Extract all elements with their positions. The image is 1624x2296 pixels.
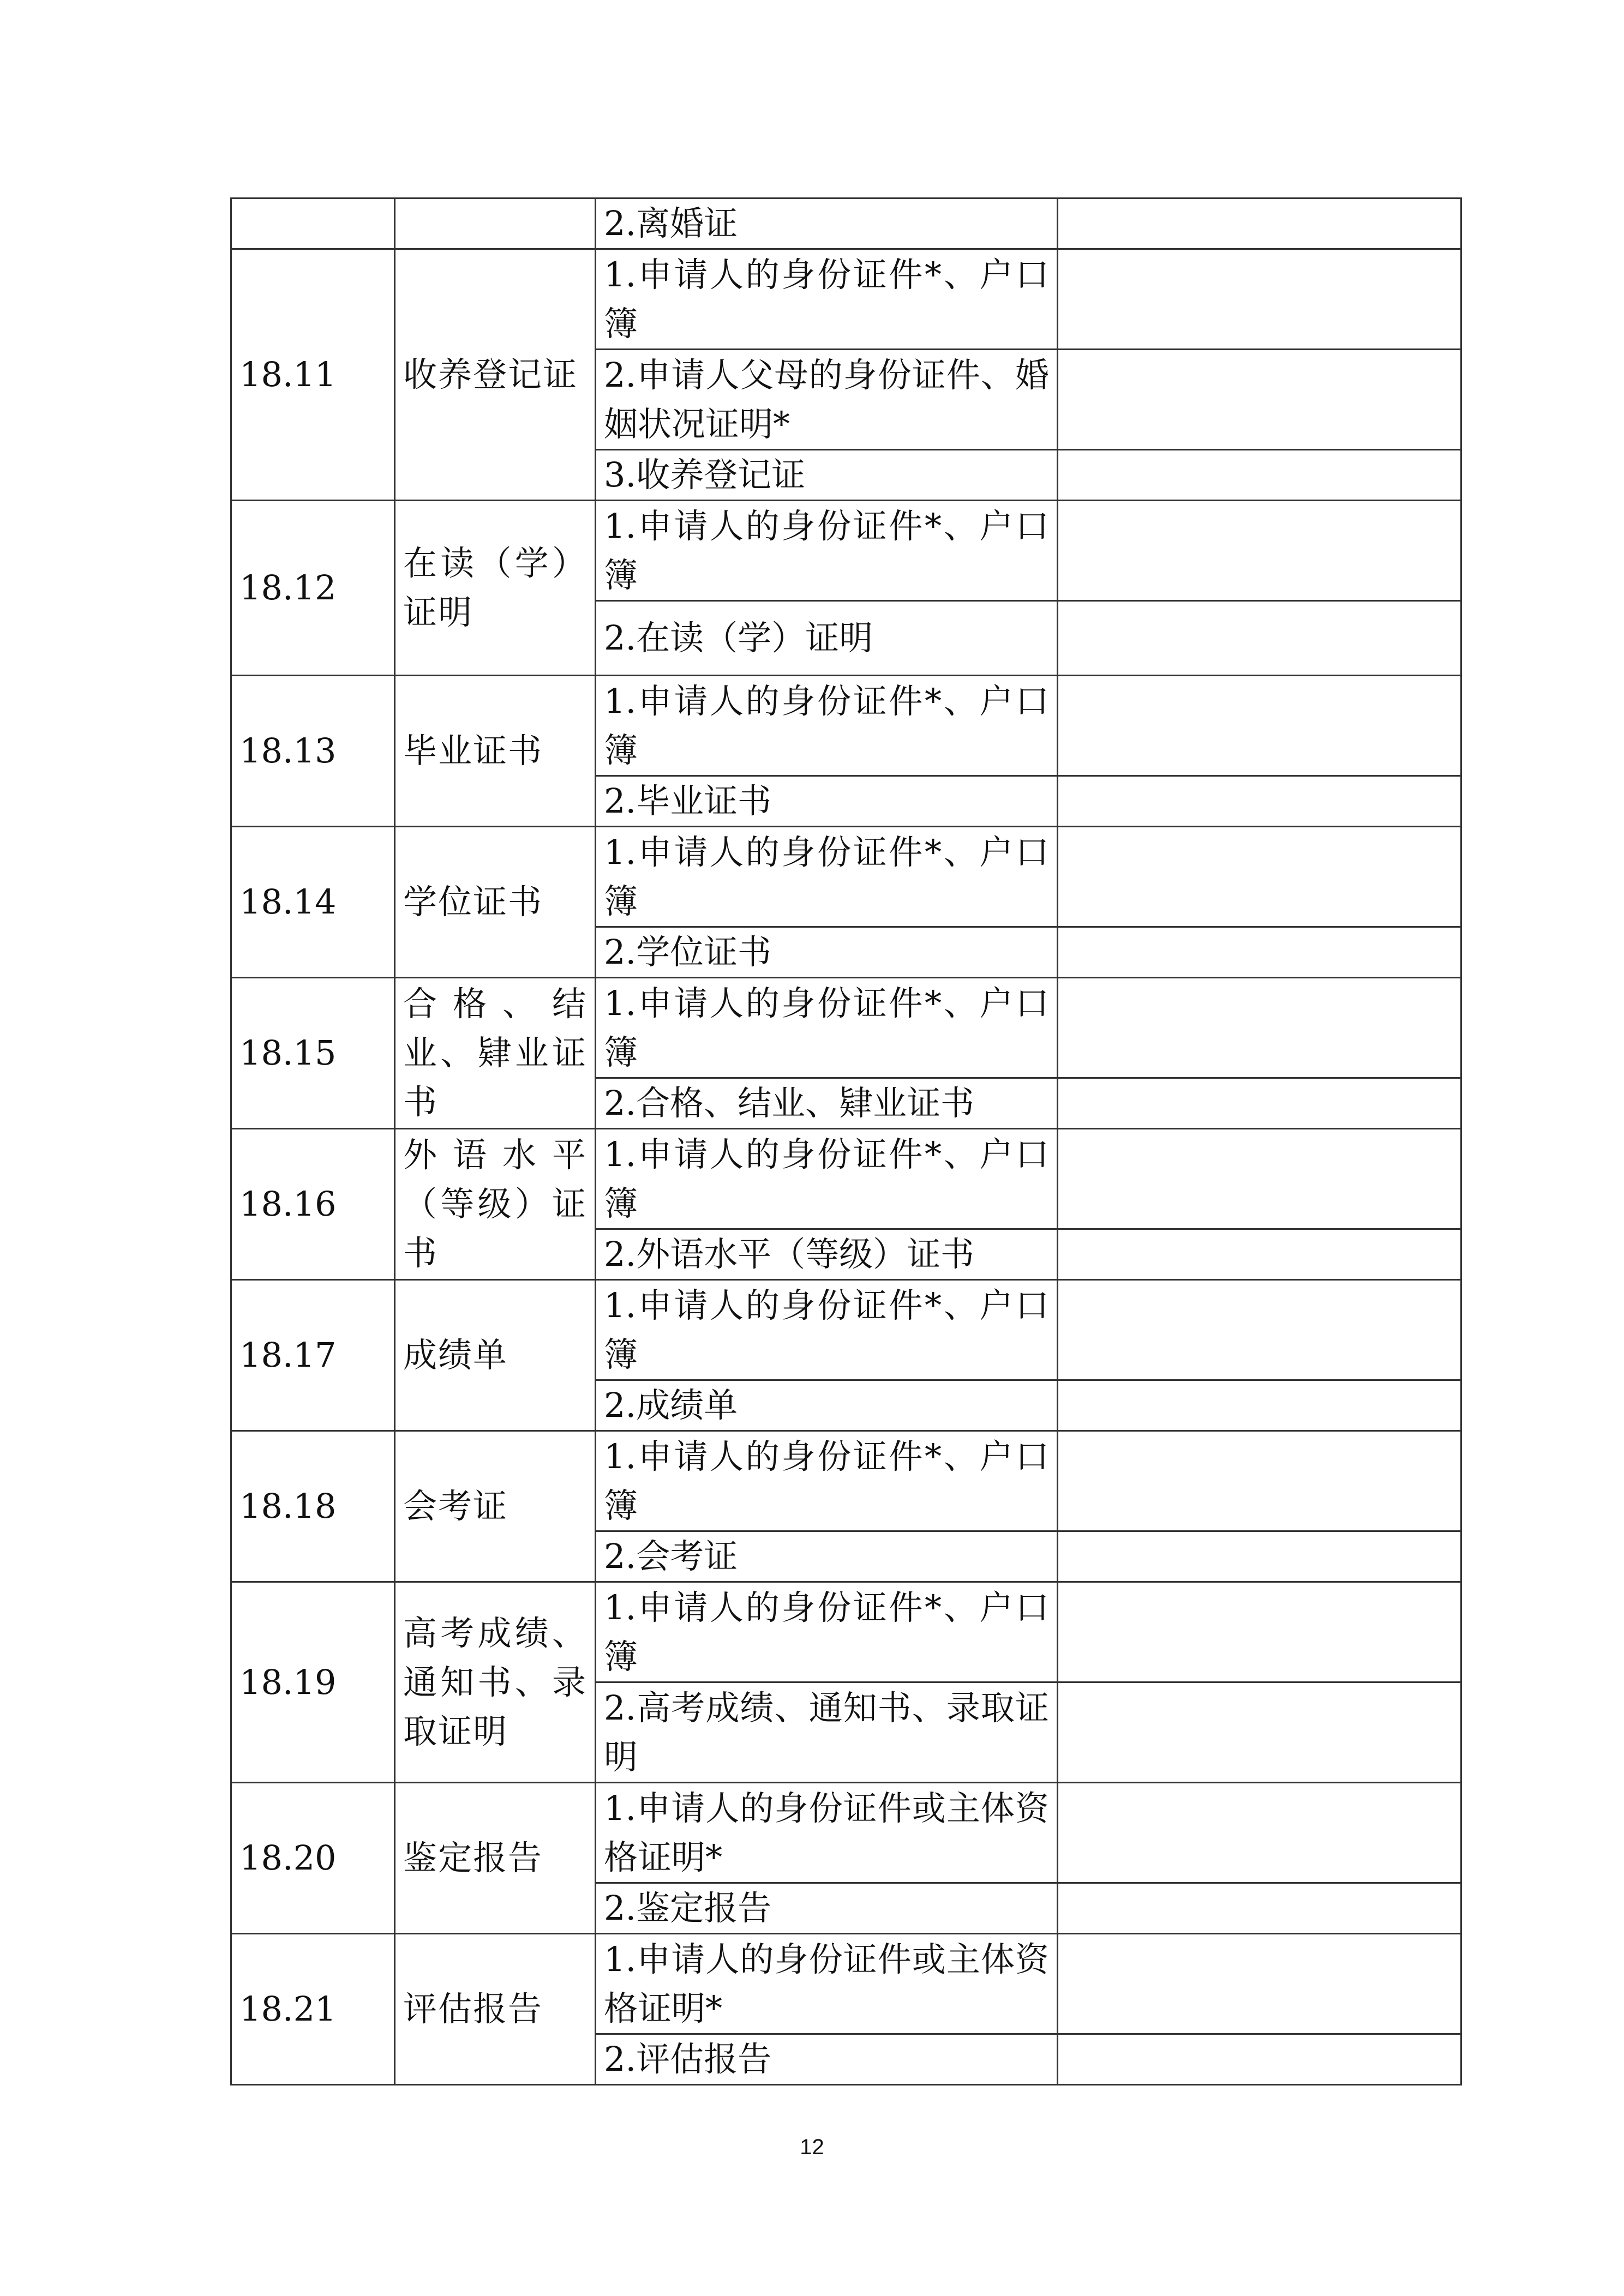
table-row <box>231 1129 1461 1229</box>
item-name-cell: 外语水平（等级）证书 <box>395 1129 596 1280</box>
note-cell <box>1058 1078 1461 1129</box>
item-name-cell: 评估报告 <box>395 1934 596 2085</box>
table-row <box>231 1783 1461 1883</box>
table-row <box>231 978 1461 1078</box>
item-name-cell: 合格、结业、肄业证书 <box>395 978 596 1129</box>
requirement-cell: 1.申请人的身份证件*、户口簿 <box>596 501 1058 601</box>
requirement-cell: 1.申请人的身份证件*、户口簿 <box>596 978 1058 1078</box>
note-cell <box>1058 827 1461 927</box>
requirement-cell: 1.申请人的身份证件*、户口簿 <box>596 827 1058 927</box>
requirement-cell: 3.收养登记证 <box>596 450 1058 501</box>
note-cell <box>1058 1883 1461 1934</box>
requirement-cell: 2.会考证 <box>596 1531 1058 1582</box>
note-cell <box>1058 1229 1461 1280</box>
requirement-cell: 1.申请人的身份证件*、户口簿 <box>596 1431 1058 1531</box>
item-number-cell: 18.16 <box>231 1129 395 1280</box>
requirements-table <box>230 197 1462 2085</box>
note-cell <box>1058 927 1461 978</box>
item-number-cell: 18.13 <box>231 676 395 827</box>
item-name-cell: 高考成绩、通知书、录取证明 <box>395 1582 596 1783</box>
note-cell <box>1058 601 1461 676</box>
item-number-cell: 18.20 <box>231 1783 395 1934</box>
item-number-cell: 18.17 <box>231 1280 395 1431</box>
requirement-cell: 2.毕业证书 <box>596 776 1058 827</box>
requirement-cell: 2.学位证书 <box>596 927 1058 978</box>
requirement-cell: 2.在读（学）证明 <box>596 601 1058 676</box>
item-name-cell: 会考证 <box>395 1431 596 1582</box>
note-cell <box>1058 1129 1461 1229</box>
item-name-cell: 成绩单 <box>395 1280 596 1431</box>
item-number-cell: 18.11 <box>231 249 395 501</box>
requirement-cell: 2.高考成绩、通知书、录取证明 <box>596 1682 1058 1783</box>
note-cell <box>1058 199 1461 249</box>
note-cell <box>1058 1531 1461 1582</box>
note-cell <box>1058 1431 1461 1531</box>
note-cell <box>1058 1380 1461 1431</box>
table-row <box>231 1280 1461 1380</box>
note-cell <box>1058 450 1461 501</box>
note-cell <box>1058 249 1461 350</box>
note-cell <box>1058 1783 1461 1883</box>
table-body <box>231 199 1461 2085</box>
item-number-cell <box>231 199 395 249</box>
note-cell <box>1058 1582 1461 1682</box>
note-cell <box>1058 676 1461 776</box>
table-row <box>231 676 1461 776</box>
requirement-cell: 2.成绩单 <box>596 1380 1058 1431</box>
table-row <box>231 827 1461 927</box>
page-number: 12 <box>800 2135 824 2159</box>
table-row <box>231 1431 1461 1531</box>
item-name-cell: 鉴定报告 <box>395 1783 596 1934</box>
item-number-cell: 18.21 <box>231 1934 395 2085</box>
requirement-cell: 2.鉴定报告 <box>596 1883 1058 1934</box>
item-name-cell: 在读（学）证明 <box>395 501 596 676</box>
note-cell <box>1058 1934 1461 2034</box>
note-cell <box>1058 1280 1461 1380</box>
item-name-cell <box>395 199 596 249</box>
item-number-cell: 18.19 <box>231 1582 395 1783</box>
item-number-cell: 18.12 <box>231 501 395 676</box>
note-cell <box>1058 2034 1461 2085</box>
table-row <box>231 1934 1461 2034</box>
table-row <box>231 501 1461 601</box>
note-cell <box>1058 776 1461 827</box>
requirement-cell: 2.申请人父母的身份证件、婚姻状况证明* <box>596 350 1058 450</box>
item-name-cell: 毕业证书 <box>395 676 596 827</box>
requirement-cell: 1.申请人的身份证件*、户口簿 <box>596 249 1058 350</box>
note-cell <box>1058 1682 1461 1783</box>
requirement-cell: 1.申请人的身份证件*、户口簿 <box>596 1582 1058 1682</box>
item-name-cell: 收养登记证 <box>395 249 596 501</box>
table-row <box>231 1582 1461 1682</box>
item-number-cell: 18.15 <box>231 978 395 1129</box>
requirement-cell: 1.申请人的身份证件*、户口簿 <box>596 676 1058 776</box>
item-number-cell: 18.18 <box>231 1431 395 1582</box>
requirement-cell: 2.外语水平（等级）证书 <box>596 1229 1058 1280</box>
item-number-cell: 18.14 <box>231 827 395 978</box>
requirement-cell: 2.离婚证 <box>596 199 1058 249</box>
table-row <box>231 199 1461 249</box>
requirement-cell: 1.申请人的身份证件或主体资格证明* <box>596 1783 1058 1883</box>
requirement-cell: 1.申请人的身份证件*、户口簿 <box>596 1129 1058 1229</box>
requirement-cell: 1.申请人的身份证件或主体资格证明* <box>596 1934 1058 2034</box>
requirement-cell: 1.申请人的身份证件*、户口簿 <box>596 1280 1058 1380</box>
note-cell <box>1058 501 1461 601</box>
table-row <box>231 249 1461 350</box>
note-cell <box>1058 350 1461 450</box>
item-name-cell: 学位证书 <box>395 827 596 978</box>
requirement-cell: 2.合格、结业、肄业证书 <box>596 1078 1058 1129</box>
requirement-cell: 2.评估报告 <box>596 2034 1058 2085</box>
note-cell <box>1058 978 1461 1078</box>
